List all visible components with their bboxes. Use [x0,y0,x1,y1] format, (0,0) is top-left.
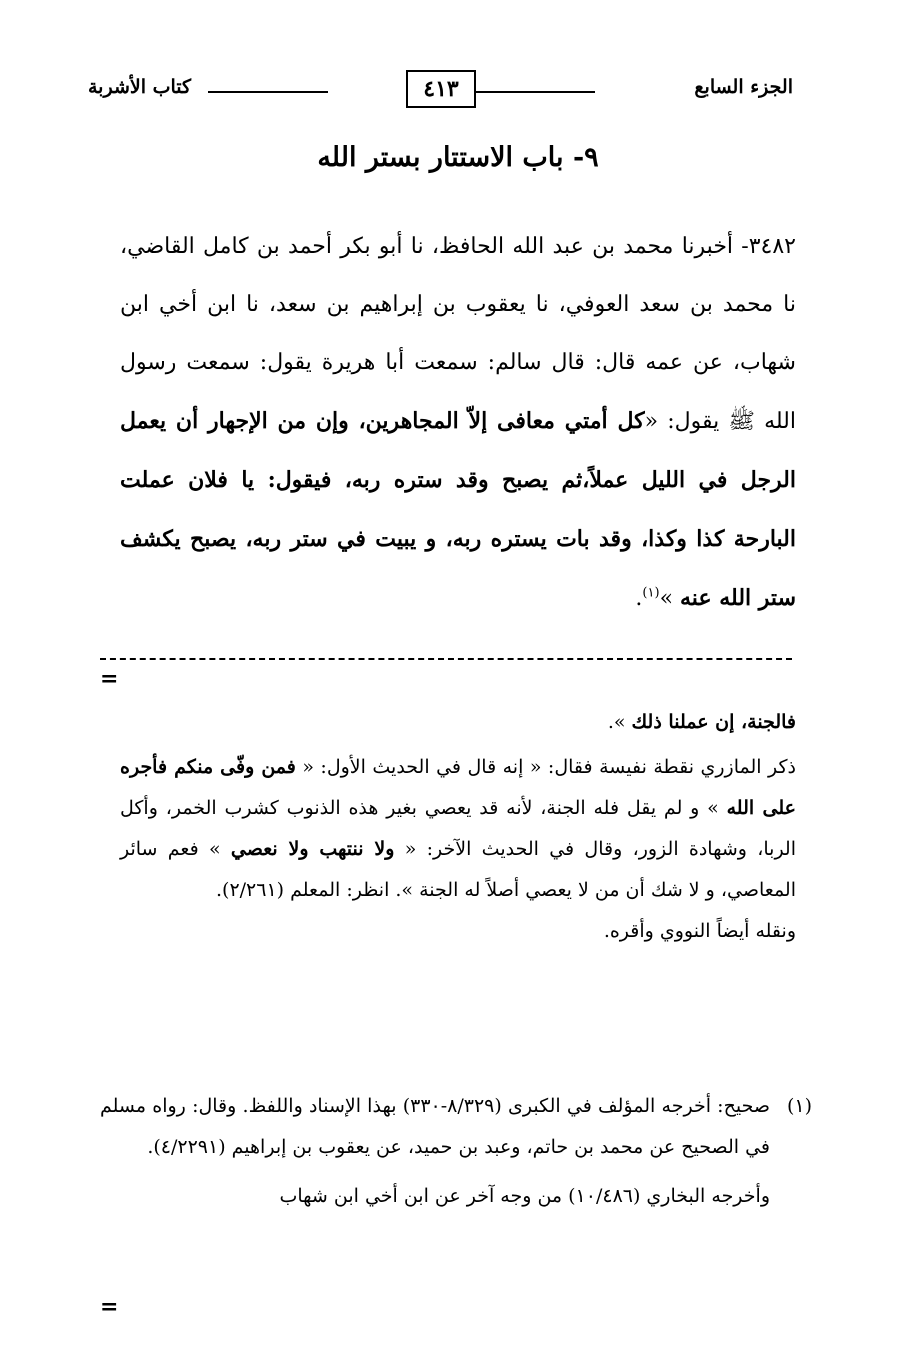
notes-section [120,702,796,952]
notes-text: ذكر المازري نقطة نفيسة فقال: « إنه قال في الحديث الأول: « [295,756,796,778]
notes-line: ونقله أيضاً النووي وأقره. [603,920,796,942]
hadith-matn: كل أمتي معافى إلاّ المجاهرين، وإن من الإجهار أن يعمل الرجل في الليل عملاً،ثم يصبح وقد ستره ربه، فيقول: يا فلان عملت البارحة كذا وكذا، وقد بات يستره ربه، و يبيت في ستر ربه، يصبح يكشف ستر الله عنه [120,408,796,611]
volume-label: الجزء السابع [694,76,793,98]
footnote [100,1086,812,1217]
hadith-closing: » [659,586,681,611]
book-label: كتاب الأشربة [88,76,192,98]
notes-bold-text: فالجنة، إن عملنا ذلك [631,711,796,733]
footnote-separator [100,658,792,660]
page-number: ٤١٣ [406,70,476,108]
chapter-title: ٩- باب الاستتار بستر الله [317,142,599,173]
running-header [88,72,793,116]
footnote-paragraph: وأخرجه البخاري (١٠/٤٨٦) من وجه آخر عن ابن أخي ابن شهاب [279,1185,770,1207]
footnote-paragraph [100,1086,812,1168]
notes-paragraph [120,747,796,911]
footnote-marker: (١) [786,1095,812,1117]
header-rule [475,91,595,93]
header-rule [208,91,328,93]
notes-text: » و لم يقل فله الجنة، لأنه قد يعصي بغير هذه الذنوب كشرب الخمر، وأكل الربا، وشهادة الزور، وقال في الحديث الآخر: « [120,797,796,860]
continuation-mark: = [100,1294,119,1320]
hadith-text [120,218,796,628]
notes-text: ». [607,711,632,733]
footnote-text: صحيح: أخرجه المؤلف في الكبرى (٨/٣٢٩-٣٣٠) بهذا الإسناد واللفظ. وقال: رواه مسلم في الصحيح عن محمد بن حاتم، وعبد بن حميد، عن يعقوب بن إبراهيم (٤/٢٢٩١). [100,1095,770,1158]
notes-quote: فمن وفّى منكم فأجره على الله [120,756,797,819]
notes-line [120,702,796,743]
notes-text: » فعم سائر المعاصي، و لا شك أن من لا يعصي أصلاً له الجنة ». انظر: المعلم (٢/٢٦١). [120,838,796,901]
notes-quote: ولا ننتهب ولا نعصي [230,838,395,860]
hadith-isnad: ٣٤٨٢- أخبرنا محمد بن عبد الله الحافظ، نا أبو بكر أحمد بن كامل القاضي، نا محمد بن سعد العوفي، نا يعقوب بن إبراهيم بن سعد، نا ابن أخي ابن شهاب، عن عمه قال: قال سالم: سمعت أبا هريرة يقول: سمعت رسول الله ﷺ يقول: « [120,234,796,434]
continuation-mark: = [100,666,119,692]
footnote-reference[interactable]: (١) [642,585,660,601]
hadith-end: . [635,586,643,611]
